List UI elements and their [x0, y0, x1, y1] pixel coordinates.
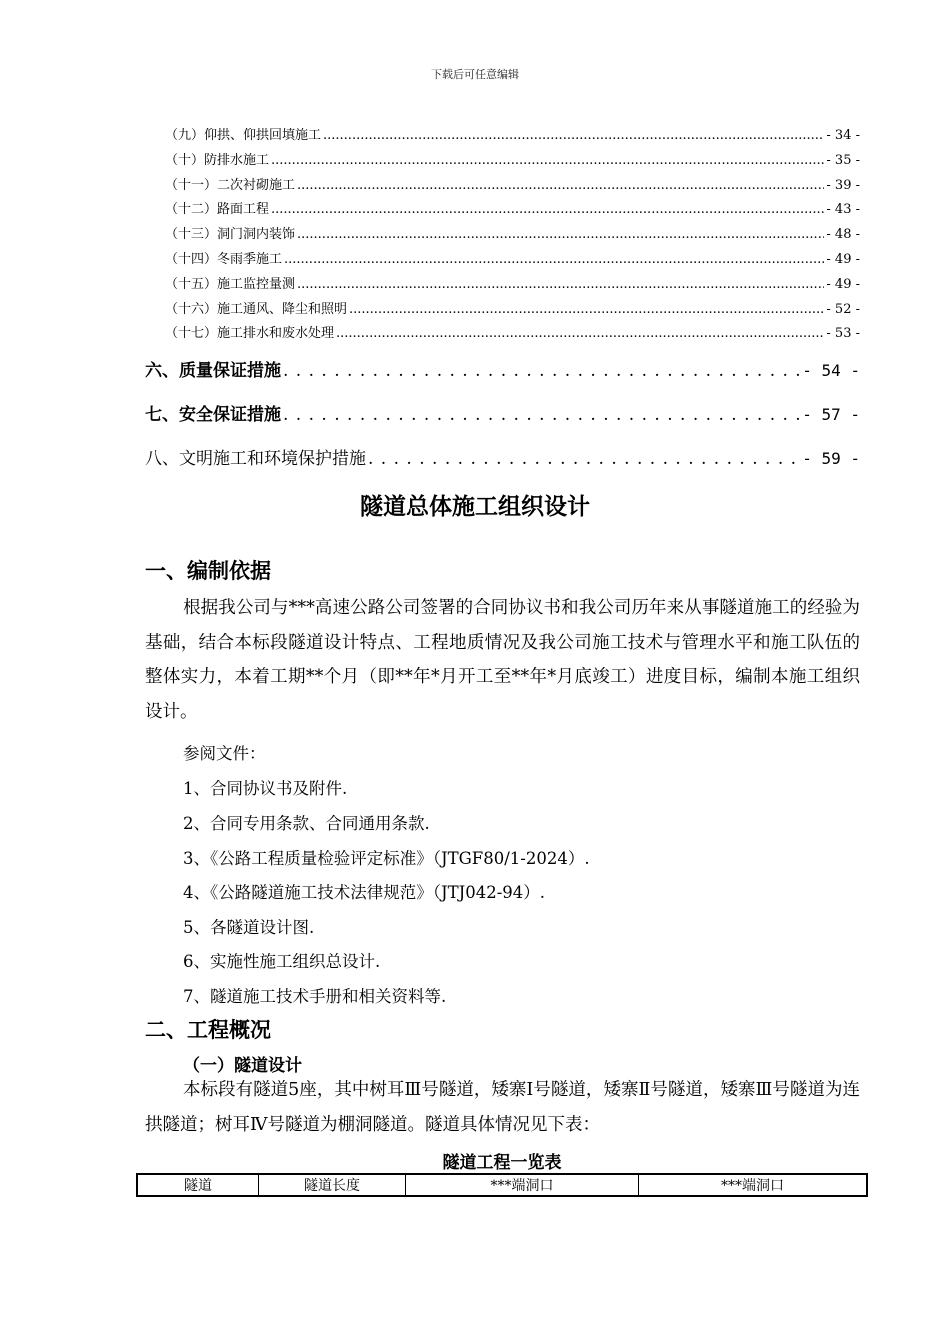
toc-leader [297, 174, 824, 199]
document-title: 隧道总体施工组织设计 [360, 494, 590, 520]
toc-entry-label: （十五）施工监控量测 [165, 276, 296, 292]
toc-entry-page: - 39 - [826, 177, 860, 193]
toc-entry[interactable] [145, 273, 860, 298]
tunnel-table [136, 1173, 868, 1197]
toc-leader [283, 393, 800, 437]
toc-entry-label: 七、安全保证措施 [145, 405, 281, 425]
reference-item: 3、《公路工程质量检验评定标准》（JTGF80/1-2024）. [183, 849, 590, 868]
table-header-row [137, 1174, 867, 1196]
toc-entry[interactable] [145, 298, 860, 323]
toc-entry[interactable] [145, 198, 860, 223]
toc-entry[interactable] [145, 322, 860, 347]
overview-paragraph [145, 1073, 860, 1142]
toc-leader [368, 437, 800, 481]
section-heading-basis: 一、编制依据 [145, 559, 271, 583]
toc-entry-environment[interactable] [145, 437, 860, 481]
reference-item: 4、《公路隧道施工技术法律规范》（JTJ042-94）. [183, 883, 546, 902]
basis-paragraph-text: 根据我公司与***高速公路公司签署的合同协议书和我公司历年来从事隧道施工的经验为基础，结合本标段隧道设计特点、工程地质情况及我公司施工技术与管理水平和施工队伍的整体实力，本着工期**个月（即**年*月开工至**年*月底竣工）进度目标，编制本施工组织设计。 [145, 598, 860, 722]
subsection-heading-tunnel-design: （一）隧道设计 [183, 1056, 302, 1076]
reference-item: 5、各隧道设计图. [183, 918, 315, 937]
toc-entry-label: （九）仰拱、仰拱回填施工 [165, 128, 322, 143]
toc-entry[interactable] [145, 248, 860, 273]
toc-entry-label: （十）防排水施工 [165, 152, 270, 168]
toc-entry-page: - 57 - [802, 405, 860, 424]
table-header-cell: ***端洞口 [406, 1174, 639, 1196]
toc-leader [284, 248, 824, 273]
reference-item: 2、合同专用条款、合同通用条款. [183, 814, 430, 833]
toc-entry-page: - 43 - [826, 202, 860, 218]
toc-entry-safety[interactable] [145, 393, 860, 437]
toc-entry-page: - 35 - [826, 152, 860, 168]
toc-leader [297, 223, 824, 248]
overview-paragraph-text: 本标段有隧道5座，其中树耳Ⅲ号隧道，矮寨Ⅰ号隧道，矮寨Ⅱ号隧道，矮寨Ⅲ号隧道为连拱隧道；树耳Ⅳ号隧道为棚洞隧道。隧道具体情况见下表： [145, 1080, 860, 1135]
toc-entry-page: - 53 - [826, 326, 860, 342]
page-header: 下载后可任意编辑 [431, 68, 519, 81]
toc-entry-label: （十七）施工排水和废水处理 [165, 326, 335, 342]
toc-sections [145, 349, 860, 481]
toc-entry-page: - 48 - [826, 227, 860, 243]
toc-entry-label: 六、质量保证措施 [145, 361, 281, 381]
toc-entry-page: - 49 - [826, 276, 860, 292]
toc-entry-quality[interactable] [145, 349, 860, 393]
toc-entry-label: （十三）洞门洞内装饰 [165, 227, 296, 243]
toc-entry-label: 八、文明施工和环境保护措施 [145, 449, 366, 469]
toc-entry-label: （十一）二次衬砌施工 [165, 177, 296, 193]
table-header-cell: 隧道长度 [259, 1174, 406, 1196]
toc-entry[interactable] [145, 174, 860, 199]
toc-entry-page: - 34 - [826, 128, 860, 143]
toc-entry-label: （十二）路面工程 [165, 202, 270, 218]
reference-label: 参阅文件： [183, 744, 266, 763]
toc-entry-label: （十四）冬雨季施工 [165, 251, 283, 267]
section-heading-overview: 二、工程概况 [145, 1018, 271, 1042]
toc-entry[interactable] [145, 223, 860, 248]
reference-item: 7、隧道施工技术手册和相关资料等. [183, 987, 447, 1006]
table-header-cell: ***端洞口 [639, 1174, 868, 1196]
toc-leader [297, 273, 824, 298]
toc-entry[interactable] [145, 149, 860, 174]
toc-leader [349, 298, 824, 323]
reference-item: 6、实施性施工组织总设计. [183, 952, 381, 971]
toc-entry-label: （十六）施工通风、降尘和照明 [165, 301, 348, 317]
toc-entry-page: - 59 - [802, 449, 860, 468]
toc-leader [271, 149, 824, 174]
table-header-cell: 隧道 [137, 1174, 259, 1196]
toc-entry-page: - 54 - [802, 361, 860, 380]
toc-entry-page: - 49 - [826, 251, 860, 267]
toc-leader [283, 349, 800, 393]
table-title: 隧道工程一览表 [442, 1153, 562, 1173]
basis-paragraph [145, 591, 860, 729]
toc-entry-page: - 52 - [826, 301, 860, 317]
toc-subsections [145, 124, 860, 347]
toc-leader [336, 322, 824, 347]
toc-leader [323, 124, 824, 149]
toc-entry[interactable] [145, 124, 860, 149]
toc-leader [271, 198, 824, 223]
reference-item: 1、合同协议书及附件. [183, 779, 348, 798]
